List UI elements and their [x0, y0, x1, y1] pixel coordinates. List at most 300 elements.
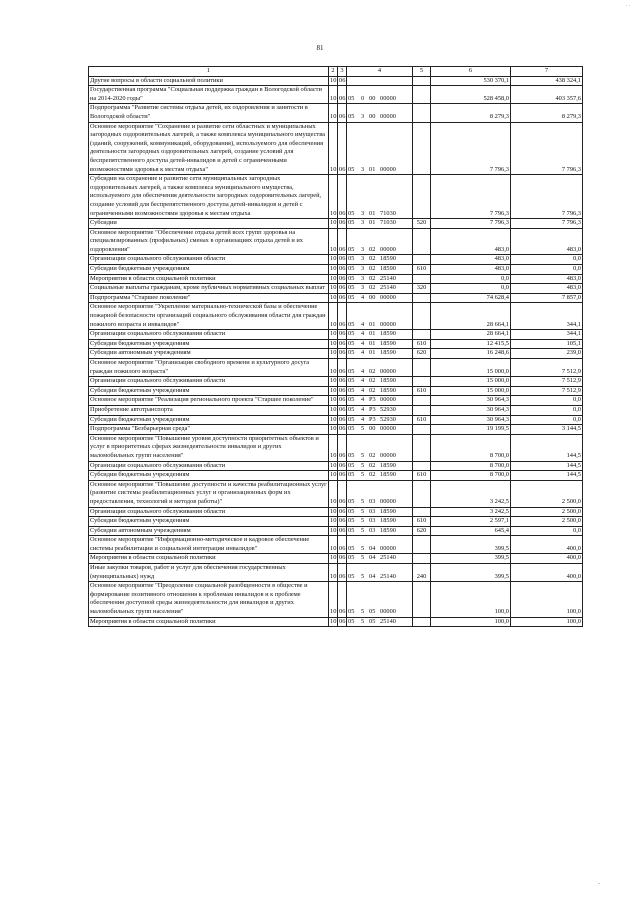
- row-expense-type: [413, 617, 431, 627]
- target-article-part: 5: [361, 554, 365, 562]
- row-subsection: 06: [338, 255, 347, 265]
- row-amount-1: 15 000,0: [431, 386, 511, 396]
- row-amount-2: 483,0: [511, 274, 583, 284]
- target-article-part: 5: [361, 572, 365, 580]
- row-amount-2: 239,0: [511, 349, 583, 359]
- target-article-part: 01: [369, 219, 376, 227]
- row-section: 10: [329, 564, 338, 582]
- target-article-part: 05: [348, 245, 355, 253]
- row-name: Субсидии автономным учреждениям: [89, 349, 329, 359]
- row-target-article: [347, 617, 413, 627]
- row-section: 10: [329, 293, 338, 303]
- header-col-target-article: 4: [347, 67, 413, 77]
- row-subsection: 06: [338, 265, 347, 275]
- row-amount-1: 483,0: [431, 265, 511, 275]
- header-col-amount-2: 7: [511, 67, 583, 77]
- row-name: Иные закупки товаров, работ и услуг для обеспечения государственных (муниципальных) нужд: [89, 564, 329, 582]
- row-target-article: [347, 507, 413, 517]
- target-article-part: 01: [369, 209, 376, 217]
- row-amount-1: 100,0: [431, 617, 511, 627]
- row-name: Другие вопросы в области социальной политики: [89, 76, 329, 86]
- row-expense-type: 620: [413, 526, 431, 536]
- row-name: Субсидии бюджетным учреждениям: [89, 339, 329, 349]
- row-name: Субсидии на сохранение и развитие сети муниципальных загородных оздоровительных лагерей, а также комплекса муниципального имущества, используемого для обеспечения деятельности загородных оздоровительных лагерей, создание условий для беспрепятственного доступа детей-инвалидов и детей с ограниченными возможностями здоровья к местам отдыха: [89, 175, 329, 219]
- row-subsection: 06: [338, 405, 347, 415]
- target-article-part: 05: [348, 461, 355, 469]
- row-target-article: [347, 293, 413, 303]
- target-article-part: 00000: [380, 245, 396, 253]
- target-article-part: 3: [361, 265, 365, 273]
- row-section: 10: [329, 104, 338, 122]
- row-expense-type: [413, 396, 431, 406]
- target-article-part: 05: [348, 507, 355, 515]
- row-expense-type: [413, 405, 431, 415]
- row-amount-1: 28 664,1: [431, 303, 511, 330]
- target-article-part: 05: [348, 165, 355, 173]
- row-subsection: 06: [338, 434, 347, 461]
- table-row: [89, 617, 583, 627]
- row-name: Основное мероприятие "Реализация регионального проекта "Старшее поколение": [89, 396, 329, 406]
- target-article-part: 18590: [380, 377, 396, 385]
- target-article-part: 18590: [380, 330, 396, 338]
- target-article-part: 00000: [380, 112, 396, 120]
- row-subsection: 06: [338, 536, 347, 554]
- table-row: [89, 415, 583, 425]
- row-amount-2: 403 357,6: [511, 86, 583, 104]
- target-article-part: 01: [369, 320, 376, 328]
- row-subsection: 06: [338, 228, 347, 255]
- row-amount-2: 105,1: [511, 339, 583, 349]
- target-article-part: 18590: [380, 255, 396, 263]
- target-article-part: 5: [361, 425, 365, 433]
- row-expense-type: [413, 434, 431, 461]
- row-target-article: [347, 480, 413, 507]
- header-col-section: 2: [329, 67, 338, 77]
- target-article-part: 03: [369, 497, 376, 505]
- row-amount-2: 0,0: [511, 255, 583, 265]
- row-amount-2: 7 512,9: [511, 377, 583, 387]
- row-section: 10: [329, 386, 338, 396]
- row-section: 10: [329, 122, 338, 175]
- row-target-article: [347, 86, 413, 104]
- target-article-part: 05: [348, 94, 355, 102]
- target-article-part: 05: [348, 112, 355, 120]
- target-article-part: 02: [369, 245, 376, 253]
- table-row: [89, 405, 583, 415]
- row-section: 10: [329, 76, 338, 86]
- target-article-part: 5: [361, 497, 365, 505]
- row-expense-type: [413, 330, 431, 340]
- row-section: 10: [329, 536, 338, 554]
- row-expense-type: [413, 274, 431, 284]
- target-article-part: 05: [348, 255, 355, 263]
- row-amount-2: 344,1: [511, 303, 583, 330]
- row-section: 10: [329, 617, 338, 627]
- row-subsection: 06: [338, 526, 347, 536]
- target-article-part: 05: [369, 617, 376, 625]
- row-section: 10: [329, 219, 338, 229]
- target-article-part: 4: [361, 386, 365, 394]
- target-article-part: 71030: [380, 219, 396, 227]
- row-section: 10: [329, 480, 338, 507]
- target-article-part: 71030: [380, 209, 396, 217]
- row-expense-type: 610: [413, 415, 431, 425]
- target-article-part: 0: [361, 94, 365, 102]
- row-amount-2: 7 796,3: [511, 122, 583, 175]
- table-row: [89, 293, 583, 303]
- target-article-part: 00: [369, 112, 376, 120]
- target-article-part: 00: [369, 94, 376, 102]
- row-amount-2: 8 279,3: [511, 104, 583, 122]
- row-name: Основное мероприятие "Повышение доступности и качества реабилитационных услуг (развитие системы реабилитационных услуг и организационных форм их предоставления, технологий и методов работы)": [89, 480, 329, 507]
- row-target-article: [347, 526, 413, 536]
- row-target-article: [347, 122, 413, 175]
- row-amount-1: 8 700,0: [431, 461, 511, 471]
- target-article-part: 05: [348, 330, 355, 338]
- row-amount-1: 7 796,3: [431, 219, 511, 229]
- table-row: [89, 507, 583, 517]
- target-article-part: 02: [369, 451, 376, 459]
- row-amount-1: 0,0: [431, 284, 511, 294]
- row-amount-1: 3 242,5: [431, 480, 511, 507]
- target-article-part: 05: [348, 284, 355, 292]
- row-expense-type: 520: [413, 219, 431, 229]
- row-name: Субсидии бюджетным учреждениям: [89, 517, 329, 527]
- target-article-part: 5: [361, 517, 365, 525]
- target-article-part: 00: [369, 425, 376, 433]
- row-amount-1: 7 796,3: [431, 175, 511, 219]
- row-expense-type: 620: [413, 349, 431, 359]
- target-article-part: 5: [361, 451, 365, 459]
- target-article-part: 25140: [380, 617, 396, 625]
- target-article-part: 00000: [380, 94, 396, 102]
- header-col-expense-type: 5: [413, 67, 431, 77]
- target-article-part: P3: [369, 415, 376, 423]
- table-row: [89, 564, 583, 582]
- row-target-article: [347, 284, 413, 294]
- row-name: Субсидии автономным учреждениям: [89, 526, 329, 536]
- row-section: 10: [329, 377, 338, 387]
- table-row: [89, 434, 583, 461]
- row-expense-type: [413, 507, 431, 517]
- row-subsection: 06: [338, 219, 347, 229]
- row-target-article: [347, 219, 413, 229]
- row-target-article: [347, 471, 413, 481]
- row-amount-1: 15 000,0: [431, 359, 511, 377]
- target-article-part: 5: [361, 461, 365, 469]
- target-article-part: 05: [348, 320, 355, 328]
- row-subsection: 06: [338, 461, 347, 471]
- target-article-part: 05: [348, 219, 355, 227]
- table-row: [89, 471, 583, 481]
- table-row: [89, 76, 583, 86]
- target-article-part: 05: [348, 265, 355, 273]
- row-amount-1: 528 458,0: [431, 86, 511, 104]
- row-amount-2: 7 857,0: [511, 293, 583, 303]
- row-amount-1: 28 664,1: [431, 330, 511, 340]
- row-name: Подпрограмма "Старшее поколение": [89, 293, 329, 303]
- target-article-part: 00000: [380, 367, 396, 375]
- row-subsection: 06: [338, 349, 347, 359]
- target-article-part: 00000: [380, 165, 396, 173]
- row-expense-type: 610: [413, 265, 431, 275]
- target-article-part: 25140: [380, 572, 396, 580]
- row-amount-2: 100,0: [511, 617, 583, 627]
- row-subsection: 06: [338, 377, 347, 387]
- row-subsection: 06: [338, 582, 347, 617]
- row-target-article: [347, 349, 413, 359]
- row-amount-1: 399,5: [431, 554, 511, 564]
- row-name: Подпрограмма "Развитие системы отдыха детей, их оздоровления и занятости в Вологодской области": [89, 104, 329, 122]
- table-row: [89, 339, 583, 349]
- row-subsection: 06: [338, 396, 347, 406]
- row-expense-type: [413, 76, 431, 86]
- row-amount-2: 7 796,3: [511, 219, 583, 229]
- table-row: [89, 480, 583, 507]
- row-amount-1: 0,0: [431, 274, 511, 284]
- target-article-part: 25140: [380, 284, 396, 292]
- target-article-part: 5: [361, 471, 365, 479]
- table-row: [89, 86, 583, 104]
- row-expense-type: [413, 554, 431, 564]
- row-name: Основное мероприятие "Информационно-методическое и кадровое обеспечение системы реабилитации и социальной интеграции инвалидов": [89, 536, 329, 554]
- row-subsection: 06: [338, 303, 347, 330]
- row-target-article: [347, 330, 413, 340]
- row-amount-2: 0,0: [511, 396, 583, 406]
- target-article-part: 05: [348, 274, 355, 282]
- row-expense-type: 610: [413, 339, 431, 349]
- row-target-article: [347, 76, 413, 86]
- table-header: [89, 67, 583, 77]
- row-target-article: [347, 461, 413, 471]
- table-row: [89, 274, 583, 284]
- row-expense-type: [413, 293, 431, 303]
- row-section: 10: [329, 405, 338, 415]
- target-article-part: 18590: [380, 461, 396, 469]
- target-article-part: 3: [361, 219, 365, 227]
- row-expense-type: [413, 228, 431, 255]
- row-amount-1: 2 597,1: [431, 517, 511, 527]
- row-subsection: 06: [338, 339, 347, 349]
- row-name: Субсидии бюджетным учреждениям: [89, 415, 329, 425]
- target-article-part: 02: [369, 386, 376, 394]
- target-article-part: 01: [369, 339, 376, 347]
- target-article-part: 4: [361, 339, 365, 347]
- row-target-article: [347, 359, 413, 377]
- row-expense-type: [413, 104, 431, 122]
- target-article-part: 05: [348, 471, 355, 479]
- row-subsection: 06: [338, 386, 347, 396]
- target-article-part: 02: [369, 367, 376, 375]
- target-article-part: 4: [361, 405, 365, 413]
- row-subsection: 06: [338, 122, 347, 175]
- target-article-part: 05: [348, 451, 355, 459]
- table-row: [89, 228, 583, 255]
- row-subsection: 06: [338, 330, 347, 340]
- row-name: Организации социального обслуживания области: [89, 377, 329, 387]
- target-article-part: 00000: [380, 451, 396, 459]
- target-article-part: 5: [361, 608, 365, 616]
- table-row: [89, 554, 583, 564]
- row-expense-type: 610: [413, 471, 431, 481]
- row-subsection: 06: [338, 415, 347, 425]
- row-amount-2: 2 500,0: [511, 507, 583, 517]
- table-row: [89, 175, 583, 219]
- target-article-part: 02: [369, 461, 376, 469]
- target-article-part: 4: [361, 367, 365, 375]
- row-name: Основное мероприятие "Организация свободного времени и культурного досуга граждан пожилого возраста": [89, 359, 329, 377]
- target-article-part: 3: [361, 209, 365, 217]
- row-subsection: 06: [338, 359, 347, 377]
- row-section: 10: [329, 175, 338, 219]
- target-article-part: 18590: [380, 507, 396, 515]
- row-subsection: 06: [338, 554, 347, 564]
- row-expense-type: [413, 303, 431, 330]
- table-row: [89, 330, 583, 340]
- row-subsection: 06: [338, 507, 347, 517]
- table-row: [89, 104, 583, 122]
- row-target-article: [347, 582, 413, 617]
- row-name: Основное мероприятие "Сохранение и развитие сети областных и муниципальных загородных оздоровительных лагерей, а также комплекса муниципального имущества (зданий, сооружений, коммуникаций, оборудования), используемого для обеспечения деятельности загородных оздоровительных лагерей, создание условий для беспрепятственного доступа детей-инвалидов и детей с ограниченными возможностями здоровья к местам отдыха": [89, 122, 329, 175]
- table-row: [89, 526, 583, 536]
- header-col-amount-1: 6: [431, 67, 511, 77]
- target-article-part: 02: [369, 265, 376, 273]
- row-section: 10: [329, 396, 338, 406]
- target-article-part: 04: [369, 544, 376, 552]
- row-name: Мероприятия в области социальной политики: [89, 274, 329, 284]
- row-amount-2: 400,0: [511, 554, 583, 564]
- row-amount-1: 30 964,3: [431, 405, 511, 415]
- row-amount-1: 483,0: [431, 255, 511, 265]
- row-amount-2: 0,0: [511, 415, 583, 425]
- table-row: [89, 536, 583, 554]
- target-article-part: 00000: [380, 497, 396, 505]
- table-row: [89, 349, 583, 359]
- row-section: 10: [329, 461, 338, 471]
- row-section: 10: [329, 517, 338, 527]
- row-expense-type: [413, 86, 431, 104]
- row-section: 10: [329, 330, 338, 340]
- target-article-part: 3: [361, 245, 365, 253]
- target-article-part: 05: [348, 396, 355, 404]
- row-name: Мероприятия в области социальной политики: [89, 554, 329, 564]
- target-article-part: 00000: [380, 320, 396, 328]
- row-expense-type: [413, 536, 431, 554]
- row-amount-2: 483,0: [511, 228, 583, 255]
- row-name: Субсидии: [89, 219, 329, 229]
- row-name: Организации социального обслуживания области: [89, 461, 329, 471]
- target-article-part: 00000: [380, 608, 396, 616]
- row-amount-2: 144,5: [511, 461, 583, 471]
- target-article-part: 05: [348, 517, 355, 525]
- row-amount-2: 2 500,0: [511, 480, 583, 507]
- target-article-part: 18590: [380, 339, 396, 347]
- row-amount-1: 3 242,5: [431, 507, 511, 517]
- row-amount-1: 645,4: [431, 526, 511, 536]
- row-name: Государственная программа "Социальная поддержка граждан в Вологодской области на 2014-2020 годы": [89, 86, 329, 104]
- row-target-article: [347, 228, 413, 255]
- row-section: 10: [329, 303, 338, 330]
- scan-bottom-mark: -: [598, 881, 600, 887]
- target-article-part: 18590: [380, 526, 396, 534]
- row-section: 10: [329, 359, 338, 377]
- row-target-article: [347, 564, 413, 582]
- target-article-part: 4: [361, 415, 365, 423]
- target-article-part: 02: [369, 471, 376, 479]
- target-article-part: 05: [348, 339, 355, 347]
- row-amount-1: 530 370,1: [431, 76, 511, 86]
- target-article-part: 4: [361, 349, 365, 357]
- row-amount-2: 144,5: [511, 434, 583, 461]
- row-expense-type: 610: [413, 517, 431, 527]
- row-amount-2: 0,0: [511, 526, 583, 536]
- row-name: Основное мероприятие "Повышение уровня доступности приоритетных объектов и услуг в приоритетных сферах жизнедеятельности инвалидов и других маломобильных групп населения": [89, 434, 329, 461]
- table-row: [89, 265, 583, 275]
- row-section: 10: [329, 228, 338, 255]
- row-expense-type: [413, 582, 431, 617]
- row-target-article: [347, 554, 413, 564]
- target-article-part: 03: [369, 517, 376, 525]
- target-article-part: 05: [348, 386, 355, 394]
- target-article-part: 04: [369, 554, 376, 562]
- row-subsection: 06: [338, 617, 347, 627]
- row-subsection: 06: [338, 76, 347, 86]
- header-col-subsection: 3: [338, 67, 347, 77]
- row-amount-1: 8 700,0: [431, 434, 511, 461]
- target-article-part: 03: [369, 507, 376, 515]
- row-amount-1: 30 964,3: [431, 396, 511, 406]
- row-subsection: 06: [338, 517, 347, 527]
- row-name: Подпрограмма "Безбарьерная среда": [89, 425, 329, 435]
- row-target-article: [347, 377, 413, 387]
- row-section: 10: [329, 526, 338, 536]
- target-article-part: 05: [348, 405, 355, 413]
- target-article-part: 4: [361, 293, 365, 301]
- row-amount-2: 3 144,5: [511, 425, 583, 435]
- target-article-part: 5: [361, 617, 365, 625]
- row-amount-2: 7 512,9: [511, 386, 583, 396]
- row-target-article: [347, 517, 413, 527]
- target-article-part: 18590: [380, 265, 396, 273]
- row-section: 10: [329, 425, 338, 435]
- row-subsection: 06: [338, 86, 347, 104]
- target-article-part: P3: [369, 396, 376, 404]
- target-article-part: 05: [369, 608, 376, 616]
- row-target-article: [347, 396, 413, 406]
- row-target-article: [347, 415, 413, 425]
- table-row: [89, 517, 583, 527]
- target-article-part: 05: [348, 554, 355, 562]
- target-article-part: 00000: [380, 425, 396, 433]
- row-amount-1: 399,5: [431, 536, 511, 554]
- row-target-article: [347, 274, 413, 284]
- target-article-part: 02: [369, 377, 376, 385]
- table-row: [89, 386, 583, 396]
- row-name: Субсидии бюджетным учреждениям: [89, 471, 329, 481]
- row-name: Мероприятия в области социальной политики: [89, 617, 329, 627]
- target-article-part: 4: [361, 377, 365, 385]
- row-target-article: [347, 536, 413, 554]
- row-name: Основное мероприятие "Преодоление социальной разобщенности в обществе и формирование позитивного отношения к проблемам инвалидов и к проблеме обеспечения доступной среды жизнедеятельности для инвалидов и других маломобильных групп населения": [89, 582, 329, 617]
- row-name: Организации социального обслуживания области: [89, 330, 329, 340]
- row-target-article: [347, 339, 413, 349]
- target-article-part: 00000: [380, 544, 396, 552]
- row-subsection: 06: [338, 284, 347, 294]
- row-name: Социальные выплаты гражданам, кроме публичных нормативных социальных выплат: [89, 284, 329, 294]
- row-subsection: 06: [338, 104, 347, 122]
- row-section: 10: [329, 507, 338, 517]
- row-section: 10: [329, 434, 338, 461]
